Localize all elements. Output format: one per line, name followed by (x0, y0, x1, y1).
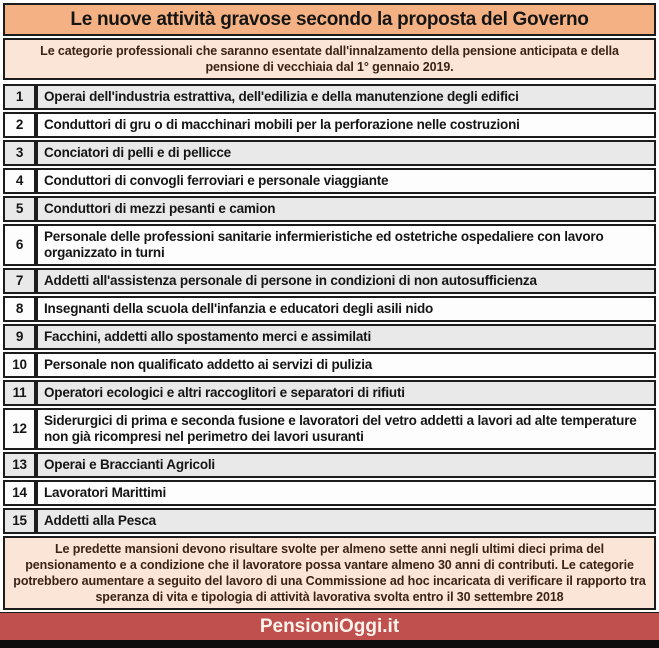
row-number: 1 (3, 84, 36, 110)
table-row (3, 196, 656, 222)
table-row (3, 480, 656, 506)
table-row (3, 408, 656, 450)
table-row (3, 380, 656, 406)
row-number: 14 (3, 480, 36, 506)
table-row (3, 268, 656, 294)
row-category: Conduttori di gru o di macchinari mobili per la perforazione nelle costruzioni (36, 112, 656, 138)
row-number: 2 (3, 112, 36, 138)
table-row (3, 452, 656, 478)
row-number: 11 (3, 380, 36, 406)
table-row (3, 296, 656, 322)
page-title: Le nuove attività gravose secondo la proposta del Governo (3, 3, 656, 36)
table-row (3, 508, 656, 534)
row-number: 7 (3, 268, 36, 294)
row-category: Personale delle professioni sanitarie infermieristiche ed ostetriche ospedaliere con lavoro organizzato in turni (36, 224, 656, 266)
row-number: 5 (3, 196, 36, 222)
row-number: 15 (3, 508, 36, 534)
row-number: 10 (3, 352, 36, 378)
footer-note: Le predette mansioni devono risultare svolte per almeno sette anni negli ultimi dieci prima del pensionamento e a condizione che il lavoratore possa vantare almeno 30 anni di contributi. Le categorie potrebbero aumentare a seguito del lavoro di una Commissione ad hoc incaricata di verificare il rapporto tra speranza di vita e tipologia di attività lavorativa svolta entro il 30 settembre 2018 (3, 536, 656, 610)
row-category: Operai e Braccianti Agricoli (36, 452, 656, 478)
page-subtitle: Le categorie professionali che saranno esentate dall'innalzamento della pensione anticipata e della pensione di vecchiaia dal 1° gennaio 2019. (3, 38, 656, 80)
table-row (3, 352, 656, 378)
row-category: Conduttori di convogli ferroviari e personale viaggiante (36, 168, 656, 194)
bottom-bar (0, 640, 659, 648)
row-category: Addetti all'assistenza personale di persone in condizioni di non autosufficienza (36, 268, 656, 294)
table-row (3, 140, 656, 166)
row-category: Personale non qualificato addetto ai servizi di pulizia (36, 352, 656, 378)
table-row (3, 224, 656, 266)
row-number: 13 (3, 452, 36, 478)
brand-bar (0, 612, 659, 640)
table-row (3, 324, 656, 350)
gravose-table-body (3, 84, 656, 534)
row-category: Conduttori di mezzi pesanti e camion (36, 196, 656, 222)
row-category: Siderurgici di prima e seconda fusione e lavoratori del vetro addetti a lavori ad alte temperature non già ricompresi nel perimetro dei lavori usuranti (36, 408, 656, 450)
row-number: 9 (3, 324, 36, 350)
row-category: Conciatori di pelli e di pellicce (36, 140, 656, 166)
row-number: 3 (3, 140, 36, 166)
table-row (3, 168, 656, 194)
row-category: Addetti alla Pesca (36, 508, 656, 534)
row-category: Facchini, addetti allo spostamento merci e assimilati (36, 324, 656, 350)
row-number: 6 (3, 224, 36, 266)
row-number: 8 (3, 296, 36, 322)
table-row (3, 112, 656, 138)
row-number: 12 (3, 408, 36, 450)
row-category: Operatori ecologici e altri raccoglitori e separatori di rifiuti (36, 380, 656, 406)
row-category: Lavoratori Marittimi (36, 480, 656, 506)
row-category: Insegnanti della scuola dell'infanzia e educatori degli asili nido (36, 296, 656, 322)
row-category: Operai dell'industria estrattiva, dell'edilizia e della manutenzione degli edifici (36, 84, 656, 110)
gravose-table (3, 82, 656, 536)
brand-wordmark: PensioniOggi.it (259, 615, 400, 637)
row-number: 4 (3, 168, 36, 194)
table-row (3, 84, 656, 110)
